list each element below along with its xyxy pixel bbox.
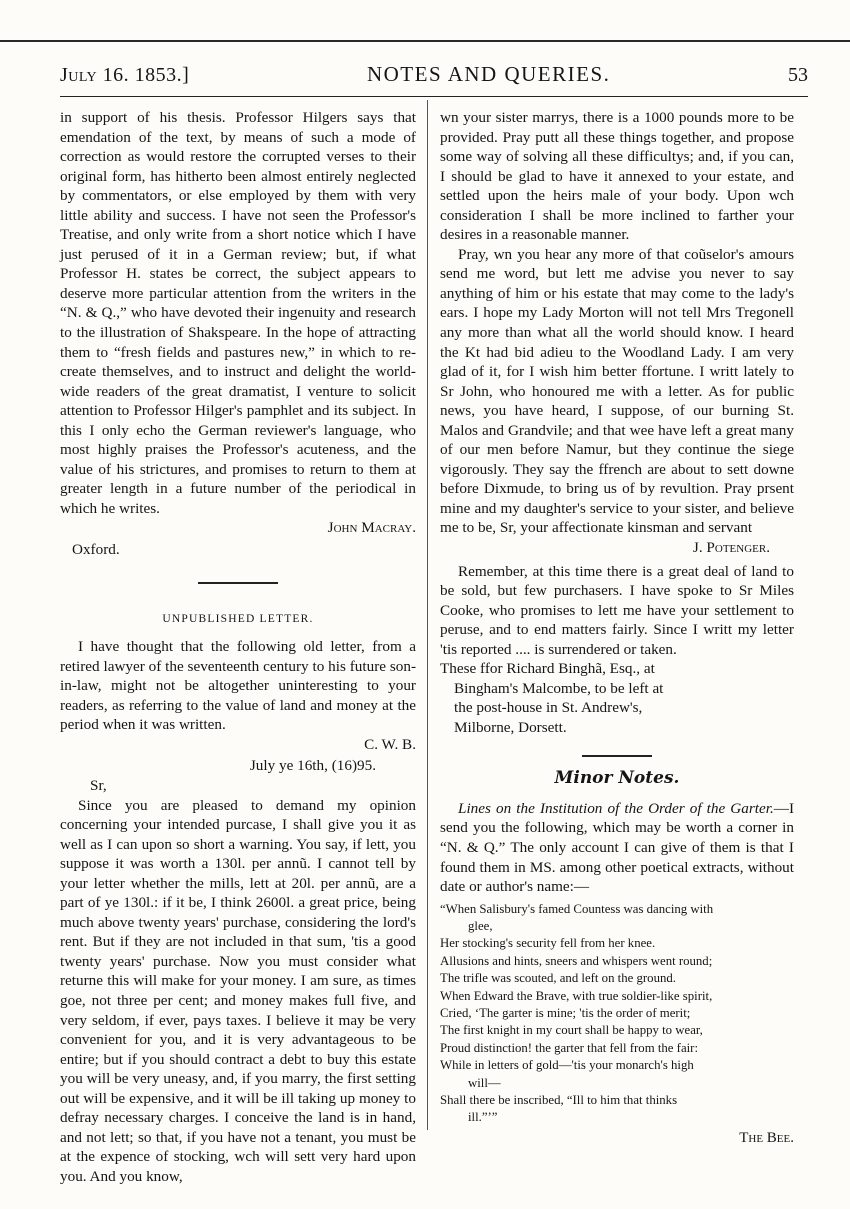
poem-line: Her stocking's security fell from her knee. <box>440 936 656 951</box>
poem-line: Cried, ‘The garter is mine; 'tis the order of merit; <box>440 1006 691 1021</box>
potenger-signature-line <box>440 538 794 558</box>
section-title: UNPUBLISHED LETTER. <box>162 612 314 625</box>
section-rule <box>582 755 652 757</box>
poem-line: While in letters of gold—'tis your monarch's high <box>440 1058 694 1073</box>
section-rule <box>198 582 278 584</box>
garter-note-title: Lines on the Institution of the Order of the Garter. <box>458 799 774 817</box>
intro-signature-line <box>60 735 416 755</box>
journal-title: NOTES AND QUERIES. <box>366 62 611 86</box>
minor-notes-heading: Minor Notes. <box>554 768 680 789</box>
letter-body: Since you are pleased to demand my opinion concerning your intended purcase, I shall give you it as well as I can upon so short a warning. You say, if lett, you suppose it was worth a 130l. per annũ. I cannot tell by your letter whether the mills, lett at 20l. per annũ, are a part of ye 130l.: if it be, I think 2600l. a great price, being much above twenty years' purchase, considering the lord's rent. But if they are not included in that sum, 'tis a good twenty years' purchase. Now you must consider what returne this will make for your money. I am sure, as times goe, not three per cent; and money makes full five, and very seldom, if ever, pays taxes. I believe it may be very convenient for you, and it is very advantageous to be entire; but if you should contract a debt to buy this estate you will be very uneasy, and, if you marry, the first setting out will be expensive, and it will be ill taking up money to defray necessary charges. I conceive the land is in hand, and not lett; so that, if you have not a tenant, you must be at the expence of stocking, wch will sett very hard upon you. And you know, <box>60 796 416 1185</box>
top-rule <box>0 40 850 42</box>
poem-line: ill.”’” <box>468 1110 498 1125</box>
header-date: July 16. 1853.] <box>60 64 190 86</box>
poem-line: glee, <box>468 919 493 933</box>
garter-note-text: —I send you the following, which may be worth a corner in “N. & Q.” The only account I can give of them is that I found them in MS. among other poetical extracts, without date or author's name:— <box>440 799 794 896</box>
address-line: These ffor Richard Binghã, Esq., at <box>440 660 655 678</box>
salutation: Sr, <box>90 776 107 794</box>
poem-line: will— <box>468 1075 501 1090</box>
left-column <box>60 108 416 1186</box>
page-number: 53 <box>788 64 808 86</box>
letter-postscript: Remember, at this time there is a great deal of land to be sold, but few purchasers. I have spoke to Sr Miles Cooke, who promises to lett me have your settlement to peruse, and to end matters fairly. Since I writt my letter 'tis reported .... is surrendered or taken. <box>440 562 794 658</box>
address-line: the post-house in St. Andrew's, <box>454 699 643 717</box>
garter-note <box>440 799 794 897</box>
poem-line: Proud distinction! the garter that fell from the fair: <box>440 1040 698 1055</box>
letter-continued: wn your sister marrys, there is a 1000 pounds more to be provided. Pray putt all these things together, and propose some way of solving all these difficultys; and, if you can, I should be glad to have it annexed to your estate, and settled upon the heirs male of your body. Upon wch consideration I shall be more inclined to farther your desires in a reasonable manner. <box>440 109 794 244</box>
poem-line: “When Salisbury's famed Countess was dancing with <box>440 901 714 916</box>
poem-line: Shall there be inscribed, “Ill to him that thinks <box>440 1093 678 1108</box>
column-divider <box>427 100 428 1130</box>
poem-line: When Edward the Brave, with true soldier-like spirit, <box>440 988 713 1003</box>
letter-intro: I have thought that the following old letter, from a retired lawyer of the seventeenth century to his future son-in-law, might not be altogether uninteresting to your readers, as referring to the value of land and money at the period when it was written. <box>60 638 416 734</box>
signature-potenger: J. Potenger. <box>692 539 770 557</box>
signature-the-bee: The Bee. <box>739 1129 794 1146</box>
signature-cwb: C. W. B. <box>364 735 416 753</box>
poem-line: The trifle was scouted, and left on the ground. <box>440 971 676 986</box>
address-line: Bingham's Malcombe, to be left at <box>454 679 664 697</box>
signature-macray: John Macray. <box>327 519 416 537</box>
running-header <box>60 62 808 97</box>
letter-address <box>440 659 794 737</box>
address-line: Milborne, Dorsett. <box>454 718 567 736</box>
poem-line: Allusions and hints, sneers and whispers went round; <box>440 953 713 968</box>
location-oxford: Oxford. <box>72 541 120 559</box>
poem-line: The first knight in my court shall be happy to wear, <box>440 1023 703 1038</box>
garter-poem <box>440 901 794 1127</box>
signature-line <box>60 518 416 538</box>
hilgers-paragraph: in support of his thesis. Professor Hilgers says that emendation of the text, by means of such a mode of correction as would restore the corrupted verses to their original form, has hitherto been almost entirely neglected by commentators, or else employed by them with very little ability and success. I have not seen the Professor's Treatise, and only write from a short notice which I have just perused of it in a German review; but, if what Professor H. states be correct, the subject appears to deserve more particular attention from the writers in the “N. & Q.,” who have devoted their ingenuity and research to the illustration of Shakspeare. In the hope of attracting them to “fresh fields and pastures new,” in which to re-create themselves, and to instruct and delight the world-wide readers of the great dramatist, I venture to solicit attention to Professor Hilger's pamphlet and its subject. In this I only echo the German reviewer's language, who most highly praises the Professor's acuteness, and the value of his strictures, and promises to return to them at greater length in a future number of the periodical in which he writes. <box>60 109 416 517</box>
letter-date: July ye 16th, (16)95. <box>249 757 376 775</box>
letter-paragraph-2: Pray, wn you hear any more of that coũselor's amours send me word, but lett me advise you never to say anything of him or his estate that may come to the lady's ears. I hope my Lady Morton will not tell Mrs Tregonell any more than what all the world should know. I heard the Kt had bid adieu to the Woodland Lady. I am very glad of it, for I wish him better ffortune. I writt lately to Sr John, who honoured me with a letter. As for public news, you have heard, I suppose, of our burning St. Malos and Grandvile; and that wee have left a great many of our men before Namur, but they continue the siege vigorously. They say the ffrench are about to sett downe before Dixmude, to bring us of by revultion. Pray prsent mine and my daughter's service to your sister, and believe me to be, Sr, your affectionate kinsman and servant <box>440 245 794 537</box>
right-column <box>440 108 794 1148</box>
